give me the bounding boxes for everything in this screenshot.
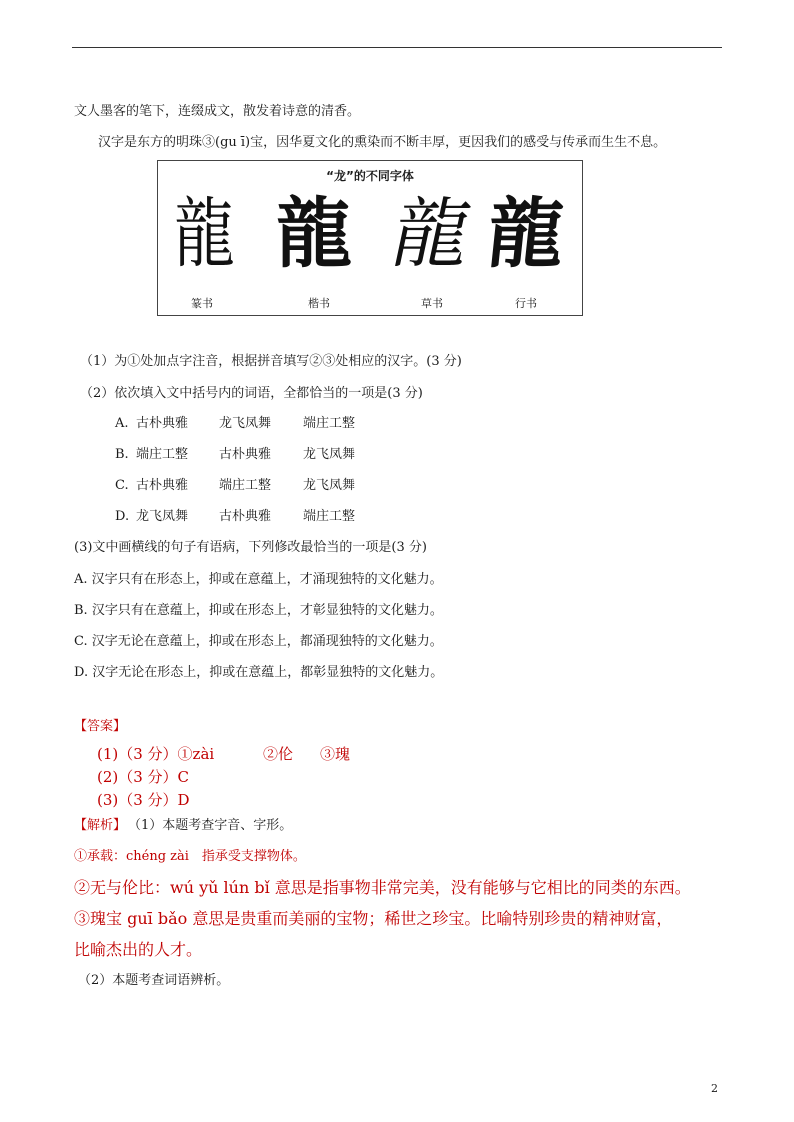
intro-line-1: 文人墨客的笔下，连缀成文，散发着诗意的清香。	[74, 104, 361, 119]
q2-option-c-word2: 端庄工整	[219, 478, 272, 493]
figure-title: “龙”的不同字体	[326, 169, 414, 183]
q2-option-c-word3: 龙飞凤舞	[303, 478, 356, 493]
glyph-cursive-script: 龍	[384, 189, 480, 278]
q2-option-a-letter: A.	[115, 416, 129, 431]
answer-1-part2: ②伦	[263, 745, 294, 763]
q3-option-d: D. 汉字无论在形态上，抑或在意蕴上，都彰显独特的文化魅力。	[74, 665, 444, 680]
analysis-intro: （1）本题考查字音、字形。	[128, 818, 293, 833]
q2-option-b-word1: 端庄工整	[136, 447, 189, 462]
q2-option-c-letter: C.	[115, 478, 129, 493]
caption-running: 行书	[515, 297, 537, 310]
question-1: （1）为①处加点字注音，根据拼音填写②③处相应的汉字。(3 分)	[80, 354, 462, 369]
q2-option-d-letter: D.	[115, 509, 130, 524]
q2-option-b-word3: 龙飞凤舞	[303, 447, 356, 462]
analysis-item-3: ③瑰宝 guī bǎo 意思是贵重而美丽的宝物；稀世之珍宝。比喻特别珍贵的精神财富，	[74, 909, 673, 928]
q2-option-c-word1: 古朴典雅	[136, 478, 189, 493]
analysis-item-2: ②无与伦比：wú yǔ lún bǐ 意思是指事物非常完美，没有能够与它相比的同类的东西。	[74, 878, 691, 897]
glyph-running-script: 龍	[483, 189, 569, 278]
header-rule	[72, 47, 722, 48]
analysis-item-1: ①承载：chéng zài 指承受支撑物体。	[74, 849, 306, 864]
q3-option-b: B. 汉字只有在意蕴上，抑或在形态上，才彰显独特的文化魅力。	[74, 603, 443, 618]
q2-option-a-word1: 古朴典雅	[136, 416, 189, 431]
analysis-part-2: （2）本题考查词语辨析。	[78, 973, 230, 988]
answer-3: (3)（3 分）D	[97, 791, 190, 809]
q3-option-a: A. 汉字只有在形态上，抑或在意蕴上，才涌现独特的文化魅力。	[74, 572, 443, 587]
answer-heading: 【答案】	[74, 719, 127, 734]
question-2: （2）依次填入文中括号内的词语，全都恰当的一项是(3 分)	[80, 386, 423, 401]
intro-line-2: 汉字是东方的明珠③(gu ī)宝，因华夏文化的熏染而不断丰厚，更因我们的感受与传承而生生不息。	[98, 135, 667, 150]
q2-option-a-word2: 龙飞凤舞	[219, 416, 272, 431]
caption-cursive: 草书	[421, 297, 443, 310]
q2-option-a-word3: 端庄工整	[303, 416, 356, 431]
analysis-item-3-cont: 比喻杰出的人才。	[74, 940, 203, 959]
glyph-regular-script: 龍	[276, 189, 356, 278]
caption-regular: 楷书	[308, 297, 330, 310]
q2-option-d-word3: 端庄工整	[303, 509, 356, 524]
q2-option-b-word2: 古朴典雅	[219, 447, 272, 462]
q3-option-c: C. 汉字无论在意蕴上，抑或在形态上，都涌现独特的文化魅力。	[74, 634, 443, 649]
q2-option-b-letter: B.	[115, 447, 129, 462]
answer-2: (2)（3 分）C	[97, 768, 190, 786]
answer-1: (1)（3 分）①zài	[97, 745, 215, 763]
question-3: (3)文中画横线的句子有语病，下列修改最恰当的一项是(3 分)	[74, 540, 427, 555]
dragon-fonts-figure	[157, 160, 583, 316]
glyph-seal-script: 龍	[174, 189, 235, 278]
page-number: 2	[711, 1082, 718, 1095]
answer-1-part3: ③瑰	[320, 745, 351, 763]
caption-seal: 篆书	[191, 297, 213, 310]
q2-option-d-word2: 古朴典雅	[219, 509, 272, 524]
q2-option-d-word1: 龙飞凤舞	[136, 509, 189, 524]
analysis-heading: 【解析】	[74, 818, 127, 833]
